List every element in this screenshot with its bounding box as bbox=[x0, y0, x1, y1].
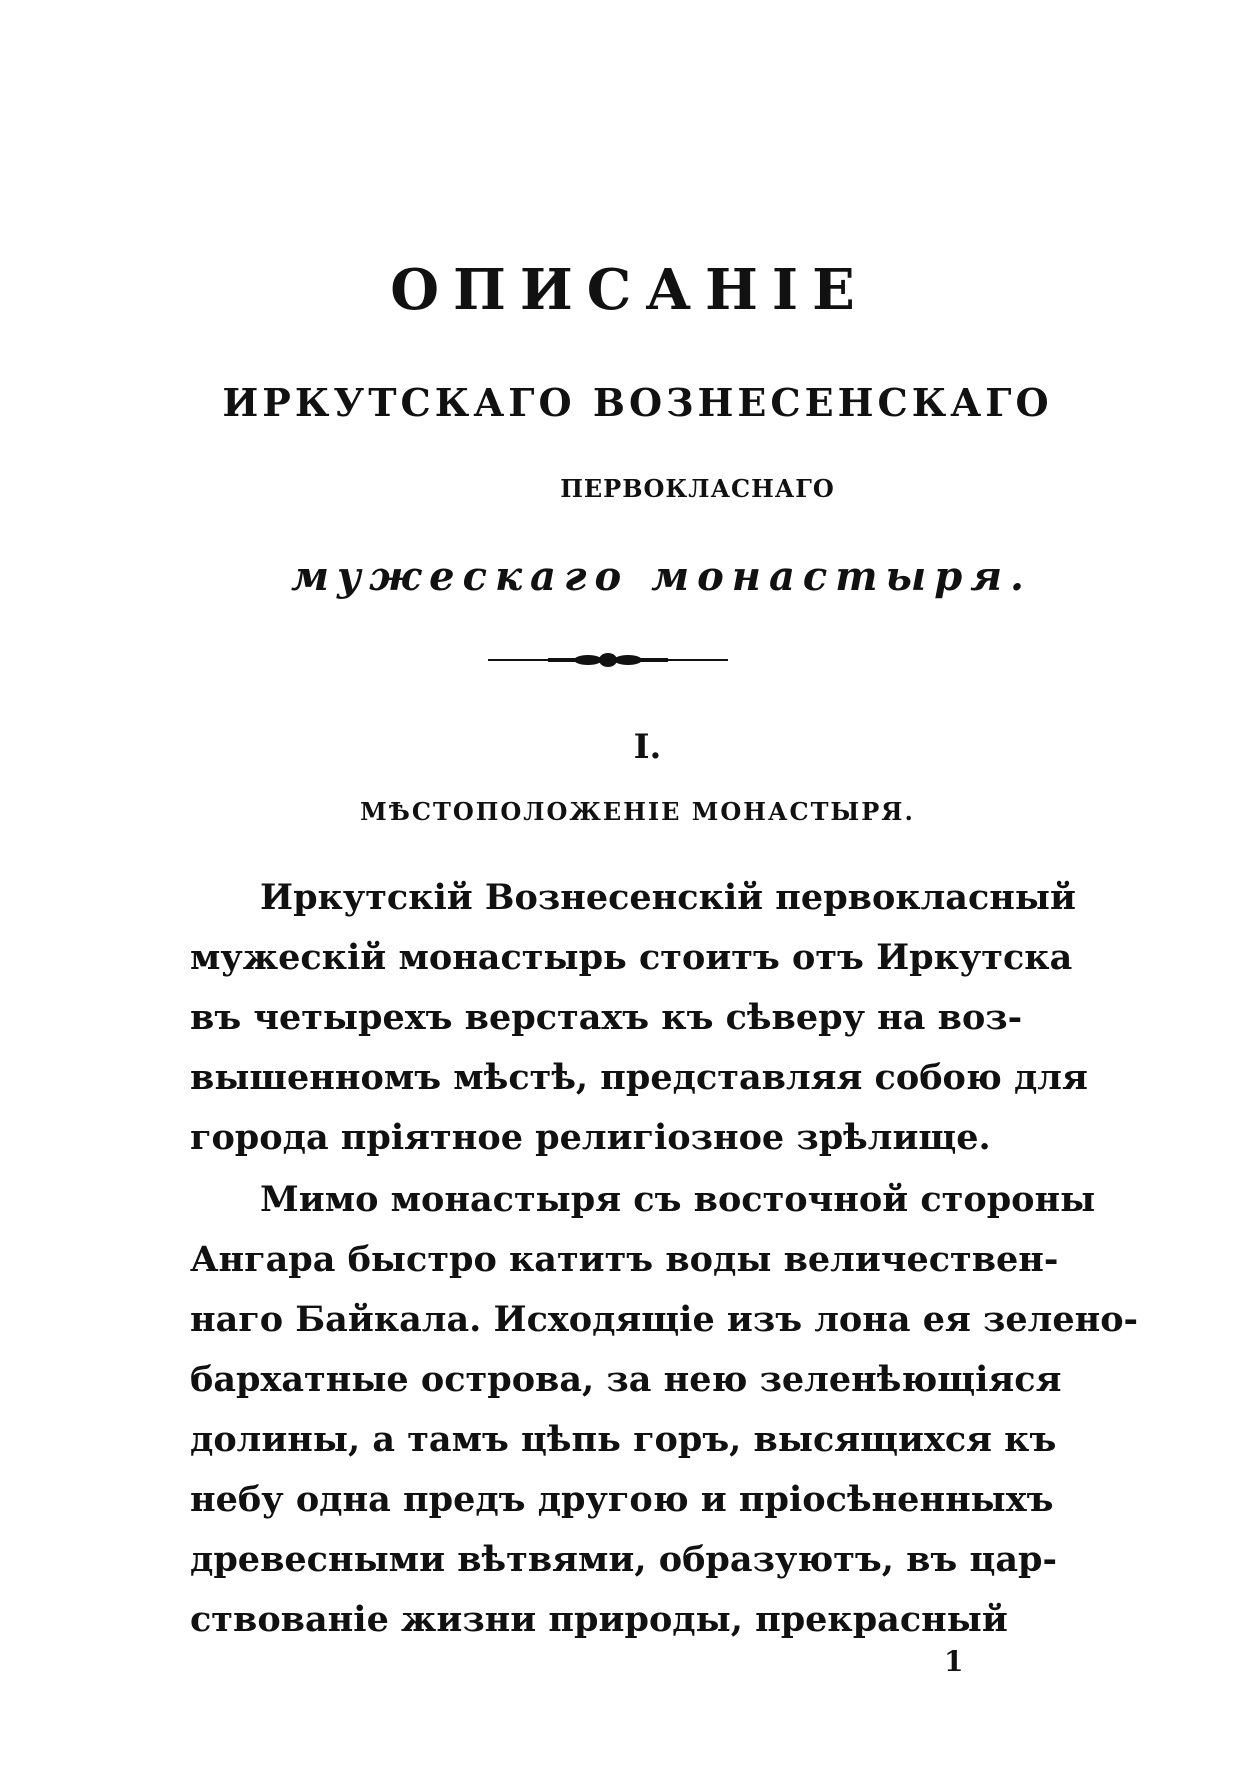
text-line: ствованіе жизни природы, прекрасный bbox=[190, 1599, 1008, 1640]
text-line: Иркутскій Вознесенскій первокласный bbox=[260, 877, 1076, 918]
text-line: вышенномъ мѣстѣ, представляя собою для bbox=[190, 1057, 1088, 1098]
text-line: небу одна предъ другою и пріосѣненныхъ bbox=[190, 1479, 1054, 1520]
page-number: 1 bbox=[944, 1645, 964, 1678]
text-line: въ четырехъ верстахъ къ сѣверу на воз- bbox=[190, 997, 1023, 1038]
subtitle-line-3: мужескаго монастыря. bbox=[291, 553, 1032, 600]
chapter-title: МѢСТОПОЛОЖЕНІЕ МОНАСТЫРЯ. bbox=[360, 797, 915, 826]
text-line: мужескій монастырь стоитъ отъ Иркутска bbox=[190, 937, 1073, 978]
ornament-divider bbox=[488, 648, 728, 672]
text-line: наго Байкала. Исходящіе изъ лона ея зелено- bbox=[190, 1299, 1139, 1340]
text-line: Ангара быстро катитъ воды величествен- bbox=[190, 1239, 1059, 1280]
text-line: долины, а тамъ цѣпь горъ, высящихся къ bbox=[190, 1419, 1057, 1460]
text-line: Мимо монастыря съ восточной стороны bbox=[260, 1179, 1096, 1220]
text-line: бархатные острова, за нею зеленѣющіяся bbox=[190, 1359, 1062, 1400]
paragraph-2 bbox=[190, 1170, 1139, 1650]
page-title: ОПИСАНІЕ bbox=[390, 257, 869, 323]
paragraph-1 bbox=[190, 868, 1088, 1168]
chapter-number: I. bbox=[633, 727, 662, 767]
text-line: города пріятное религіозное зрѣлище. bbox=[190, 1117, 991, 1158]
subtitle-line-1: ИРКУТСКАГО ВОЗНЕСЕНСКАГО bbox=[222, 380, 1053, 425]
subtitle-line-2: ПЕРВОКЛАСНАГО bbox=[560, 474, 835, 503]
text-line: древесными вѣтвями, образуютъ, въ цар- bbox=[190, 1539, 1058, 1580]
